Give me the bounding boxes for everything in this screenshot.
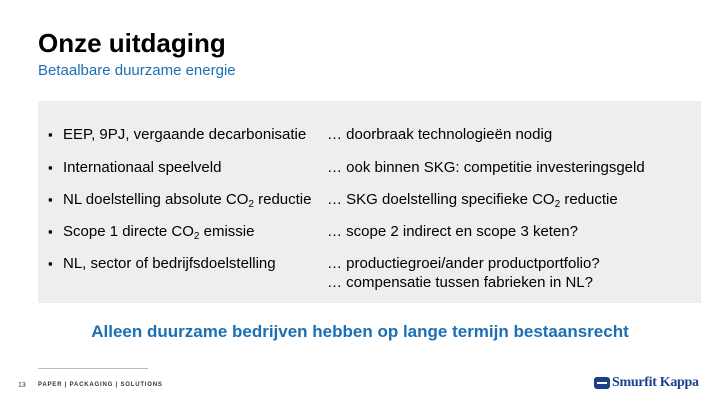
bullet-left-text: Internationaal speelveld: [63, 159, 222, 176]
company-logo: [594, 374, 699, 392]
bullet-marker-icon: ▪: [48, 192, 53, 207]
text-part: … SKG doelstelling specifieke CO: [327, 191, 555, 208]
content-panel: [38, 101, 701, 303]
bullet-marker-icon: ▪: [48, 160, 53, 175]
bullet-marker-icon: ▪: [48, 224, 53, 239]
bullet-left-text: NL, sector of bedrijfsdoelstelling: [63, 255, 276, 272]
bullet-marker-icon: ▪: [48, 127, 53, 142]
right-line-1: … productiegroei/ander productportfolio?: [327, 255, 600, 272]
text-part: reductie: [560, 191, 618, 208]
bullet-right-text: … scope 2 indirect en scope 3 keten?: [327, 223, 578, 240]
text-part: emissie: [199, 223, 255, 240]
bullet-left-text: [63, 223, 254, 242]
logo-mark-icon: [594, 377, 610, 389]
text-part: Scope 1 directe CO: [63, 223, 194, 240]
text-part: NL doelstelling absolute CO: [63, 191, 249, 208]
bullet-right-text: [327, 255, 600, 291]
subscript: 2: [193, 231, 200, 242]
text-part: reductie: [253, 191, 312, 208]
bullet-marker-icon: ▪: [48, 256, 53, 271]
bullet-left-text: EEP, 9PJ, vergaande decarbonisatie: [63, 126, 307, 143]
footer-divider: [38, 368, 148, 369]
bullet-right-text: … doorbraak technologieën nodig: [327, 126, 553, 143]
bullet-left-text: [63, 191, 312, 210]
subscript: 2: [554, 199, 561, 210]
subscript: 2: [248, 199, 254, 210]
page-number: 13: [18, 382, 26, 389]
logo-text: Smurfit Kappa: [612, 375, 699, 390]
right-line-2: … compensatie tussen fabrieken in NL?: [327, 274, 593, 291]
conclusion-text: Alleen duurzame bedrijven hebben op lange termijn bestaansrecht: [91, 322, 629, 341]
slide-title: Onze uitdaging: [38, 28, 226, 58]
footer-tagline: PAPER | PACKAGING | SOLUTIONS: [38, 382, 163, 388]
bullet-right-text: … ook binnen SKG: competitie investeringsgeld: [327, 159, 645, 176]
bullet-right-text: [327, 191, 618, 210]
slide-subtitle: Betaalbare duurzame energie: [38, 62, 236, 79]
